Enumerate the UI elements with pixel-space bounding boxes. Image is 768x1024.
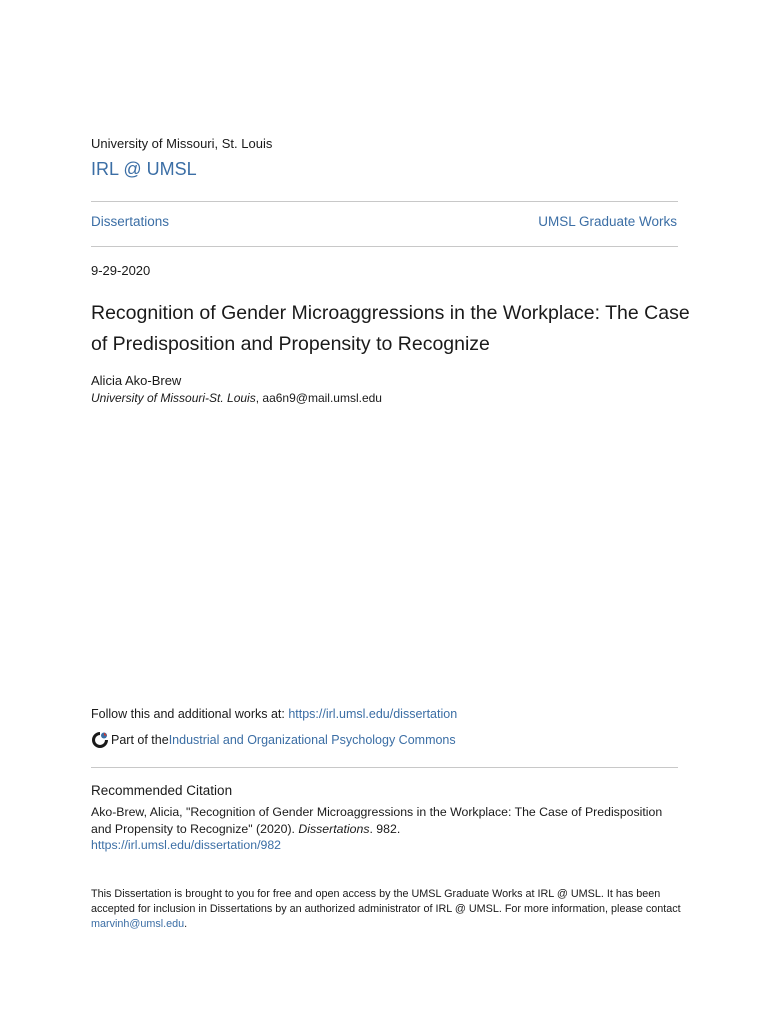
citation-text-b: . 982. [369, 822, 401, 836]
author-affiliation [91, 391, 382, 405]
author-name: Alicia Ako-Brew [91, 373, 182, 388]
access-notice-text-b: . [184, 918, 188, 930]
part-of-line [91, 731, 456, 749]
citation-heading: Recommended Citation [91, 783, 233, 798]
repository-link[interactable]: IRL @ UMSL [91, 159, 197, 179]
document-title: Recognition of Gender Microaggressions in the Workplace: The Case of Predisposition and Propensity to Recognize [91, 302, 690, 355]
citation-url-link[interactable]: https://irl.umsl.edu/dissertation/982 [91, 838, 282, 852]
access-notice-text-a: This Dissertation is brought to you for free and open access by the UMSL Graduate Works at IRL @ UMSL. It has been accepted for inclusion in Dissertations by an authorized administrator of IRL @ UMSL. For more information, please contact [91, 888, 681, 915]
follow-prefix: Follow this and additional works at: [91, 707, 289, 721]
part-of-prefix: Part of the [111, 733, 169, 747]
graduate-works-link[interactable]: UMSL Graduate Works [538, 214, 677, 229]
affiliation-institution: University of Missouri-St. Louis [91, 391, 256, 405]
divider-nav [91, 246, 678, 247]
commons-link[interactable]: Industrial and Organizational Psychology Commons [168, 733, 456, 747]
bepress-commons-icon [91, 731, 109, 749]
follow-line [91, 707, 457, 721]
divider-top [91, 201, 678, 202]
citation-text-a: Ako-Brew, Alicia, "Recognition of Gender Microaggressions in the Workplace: The Case of Predisposition and Propensity to Recognize" (2020). [91, 805, 663, 836]
access-notice [91, 887, 681, 932]
divider-citation [91, 767, 678, 768]
publication-date: 9-29-2020 [91, 263, 151, 278]
university-name: University of Missouri, St. Louis [91, 136, 273, 151]
follow-url-link[interactable]: https://irl.umsl.edu/dissertation [288, 707, 458, 721]
author-email: aa6n9@mail.umsl.edu [262, 391, 382, 405]
citation-series: Dissertations [298, 822, 370, 836]
affiliation-separator: , [255, 391, 263, 405]
citation-text [91, 804, 681, 838]
dissertations-link[interactable]: Dissertations [91, 214, 170, 229]
contact-email-link[interactable]: marvinh@umsl.edu [91, 918, 185, 930]
